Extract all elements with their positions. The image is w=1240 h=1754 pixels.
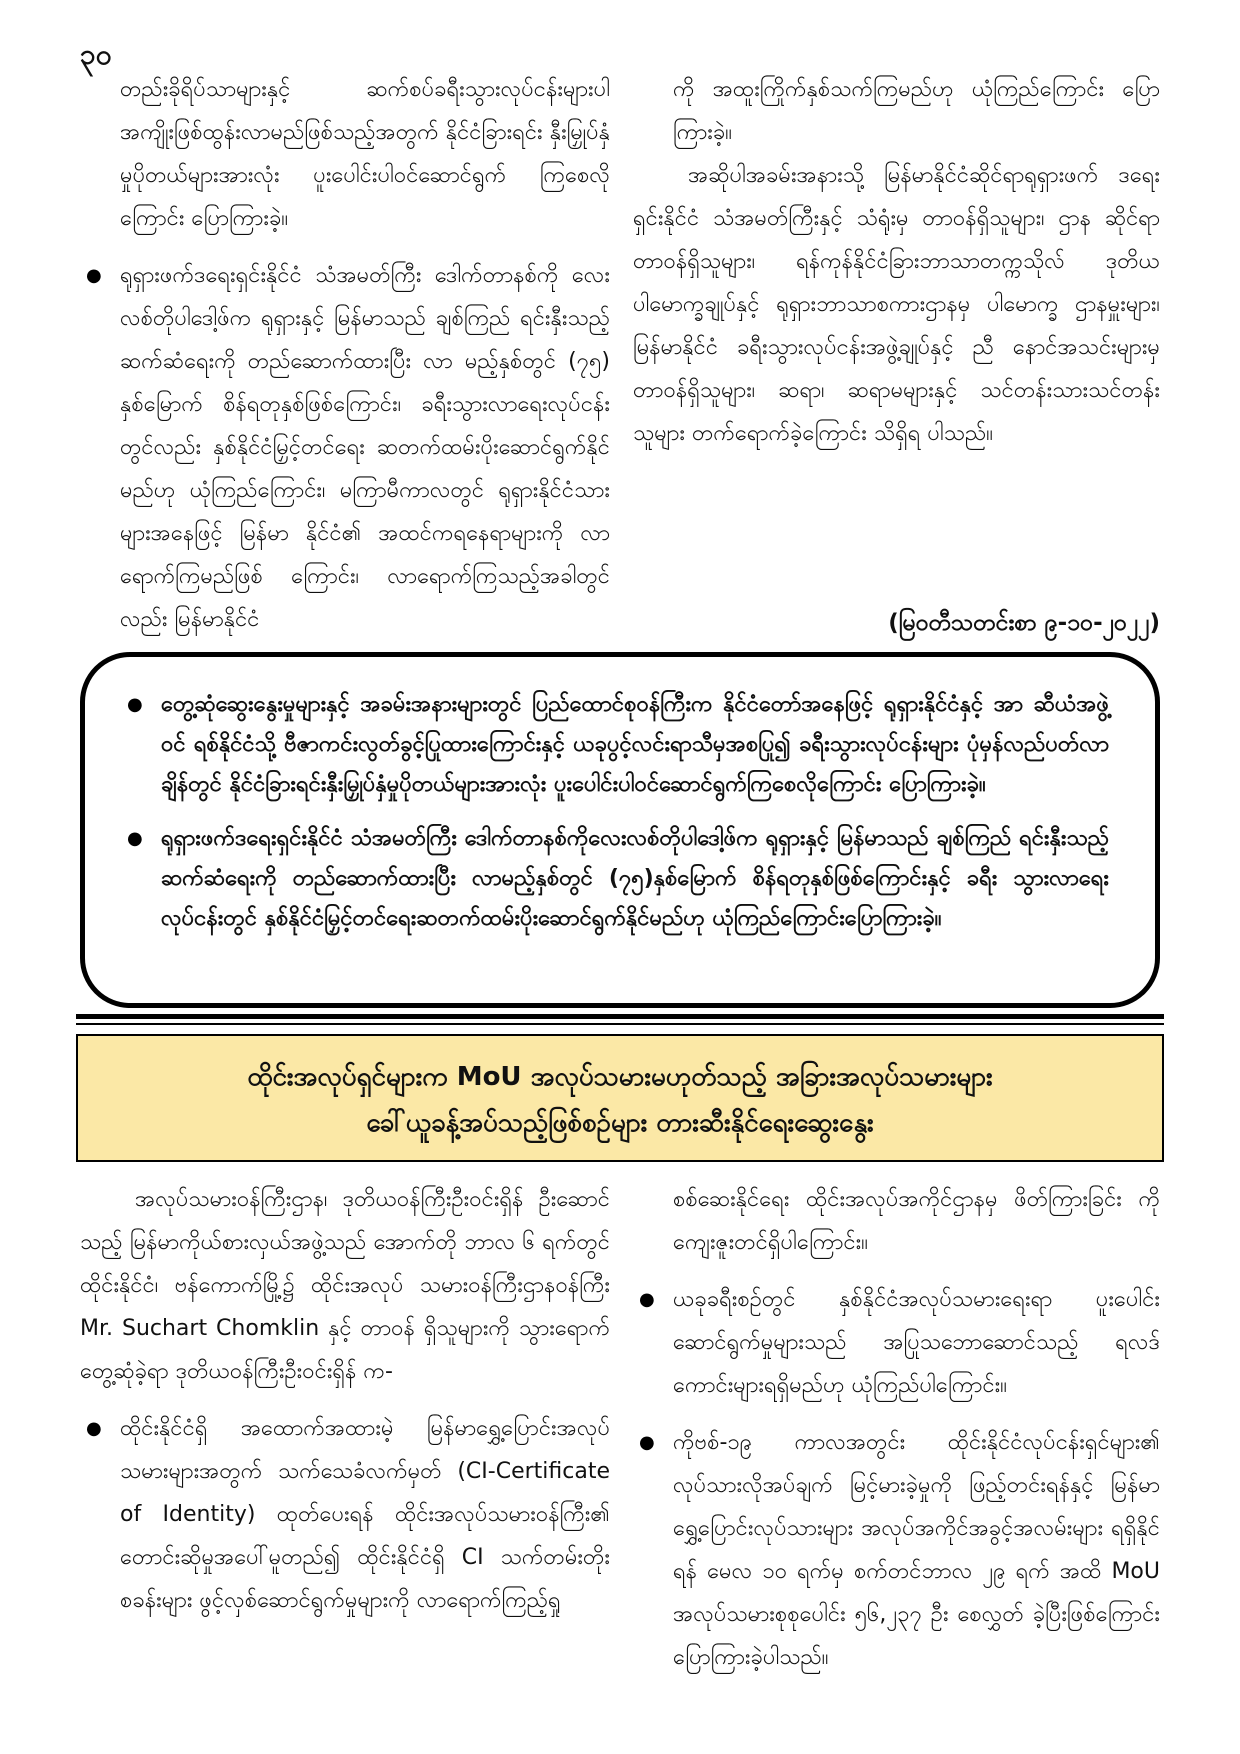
top-left-continuation-text: တည်းခိုရိပ်သာများနှင့် ဆက်စပ်ခရီးသွားလုပ်ငန်းများပါ အကျိုးဖြစ်ထွန်းလာမည်ဖြစ်သည့်အတွက် နိုင်ငံခြားရင်း နှီးမြှုပ်နှံမှုပိုတယ်များအားလုံး ပူးပေါင်းပါဝင်ဆောင်ရွက် ကြစေလိုကြောင်း ပြောကြားခဲ့။ xyxy=(120,77,610,231)
bottom-right-continuation-text: စစ်ဆေးနိုင်ရေး ထိုင်းအလုပ်အကိုင်ဌာနမှ ဖိတ်ကြားခြင်း ကို ကျေးဇူးတင်ရှိပါကြောင်း။ xyxy=(673,1187,1160,1255)
list-item: ● ရုရှားဖက်ဒရေးရှင်းနိုင်ငံ သံအမတ်ကြီး ဒေါက်တာနစ်ကိုလေးလစ်တိုပါဒေါ့ဖ်က ရုရှားနှင့် မြန်မာသည် ချစ်ကြည် ရင်းနှီးသည့်ဆက်ဆံရေးကို တည်ဆောက်ထားပြီး လာမည့်နှစ်တွင် (၇၅)နှစ်မြောက် စိန်ရတုနှစ်ဖြစ်ကြောင်းနှင့် ခရီး သွားလာရေးလုပ်ငန်းတွင် နှစ်နိုင်ငံမြှင့်တင်ရေးဆတက်ထမ်းပိုးဆောင်ရွက်နိုင်မည်ဟု ယုံကြည်ကြောင်းပြောကြားခဲ့။ xyxy=(121,819,1109,939)
page-number: ၃၀ xyxy=(80,38,112,71)
headline-line-1: ထိုင်းအလုပ်ရှင်များက MoU အလုပ်သမားမဟုတ်သည့် အခြားအလုပ်သမားများ xyxy=(247,1062,993,1092)
headline-line-2: ခေါ်ယူခန့်အပ်သည့်ဖြစ်စဉ်များ တားဆီးနိုင်ရေးဆွေးနွေး xyxy=(366,1108,874,1138)
top-right-continuation-text: ကို အထူးကြိုက်နှစ်သက်ကြမည်ဟု ယုံကြည်ကြောင်း ပြောကြားခဲ့။ xyxy=(673,77,1160,145)
top-left-column xyxy=(80,68,610,641)
bottom-left-column xyxy=(80,1178,610,1622)
list-item: ● ကိုဗစ်-၁၉ ကာလအတွင်း ထိုင်းနိုင်ငံလုပ်ငန်းရှင်များ၏ လုပ်သားလိုအပ်ချက် မြင့်မားခဲ့မှုကို ဖြည့်တင်းရန်နှင့် မြန်မာ ရွှေ့ပြောင်းလုပ်သားများ အလုပ်အကိုင်အခွင့်အလမ်းများ ရရှိနိုင်ရန် မေလ ၁၀ ရက်မှ စက်တင်ဘာလ ၂၉ ရက် အထိ MoU အလုပ်သမားစုစုပေါင်း ၅၆,၂၃၇ ဦး စေလွှတ် ခဲ့ပြီးဖြစ်ကြောင်း ပြောကြားခဲ့ပါသည်။ xyxy=(633,1421,1160,1679)
article-headline-box xyxy=(76,1034,1164,1162)
list-item: ● ထိုင်းနိုင်ငံရှိ အထောက်အထားမဲ့ မြန်မာရွှေ့ပြောင်းအလုပ် သမားများအတွက် သက်သေခံလက်မှတ် (CI-Certificate of Identity) ထုတ်ပေးရန် ထိုင်းအလုပ်သမားဝန်ကြီး၏ တောင်းဆိုမှုအပေါ်မူတည်၍ ထိုင်းနိုင်ငံရှိ CI သက်တမ်းတိုး စခန်းများ ဖွင့်လှစ်ဆောင်ရွက်မှုများကို လာရောက်ကြည့်ရှု xyxy=(80,1407,610,1622)
top-right-paragraph: အဆိုပါအခမ်းအနားသို့ မြန်မာနိုင်ငံဆိုင်ရာရုရှားဖက် ဒရေးရှင်းနိုင်ငံ သံအမတ်ကြီးနှင့် သံရုံးမှ တာဝန်ရှိသူများ၊ ဌာန ဆိုင်ရာတာဝန်ရှိသူများ၊ ရန်ကုန်နိုင်ငံခြားဘာသာတက္ကသိုလ် ဒုတိယပါမောက္ခချုပ်နှင့် ရုရှားဘာသာစကားဌာနမှ ပါမောက္ခ ဌာနမှူးများ၊ မြန်မာနိုင်ငံ ခရီးသွားလုပ်ငန်းအဖွဲ့ချုပ်နှင့် ညီ နောင်အသင်းများမှ တာဝန်ရှိသူများ၊ ဆရာ၊ ဆရာမများနှင့် သင်တန်းသားသင်တန်းသူများ တက်ရောက်ခဲ့ကြောင်း သိရှိရ ပါသည်။ xyxy=(633,163,1160,446)
list-item: ● ယခုခရီးစဉ်တွင် နှစ်နိုင်ငံအလုပ်သမားရေးရာ ပူးပေါင်း ဆောင်ရွက်မှုများသည် အပြုသဘောဆောင်သည့် ရလဒ် ကောင်းများရရှိမည်ဟု ယုံကြည်ပါကြောင်း။ xyxy=(633,1278,1160,1407)
bottom-left-bullet-list xyxy=(80,1407,610,1622)
section-divider-thick xyxy=(76,1014,1164,1019)
news-source-citation: (မြဝတီသတင်းစာ ၉-၁၀-၂၀၂၂) xyxy=(888,610,1160,636)
summary-bullet-list xyxy=(121,685,1109,939)
top-right-column xyxy=(633,68,1160,455)
bottom-right-bullet-list xyxy=(633,1278,1160,1679)
list-item: ● ရုရှားဖက်ဒရေးရှင်းနိုင်ငံ သံအမတ်ကြီး ဒေါက်တာနစ်ကို လေးလစ်တိုပါဒေါ့ဖ်က ရုရှားနှင့် မြန်မာသည် ချစ်ကြည် ရင်းနှီးသည့်ဆက်ဆံရေးကို တည်ဆောက်ထားပြီး လာ မည့်နှစ်တွင် (၇၅) နှစ်မြောက် စိန်ရတုနှစ်ဖြစ်ကြောင်း၊ ခရီးသွားလာရေးလုပ်ငန်းတွင်လည်း နှစ်နိုင်ငံမြှင့်တင်ရေး ဆတက်ထမ်းပိုးဆောင်ရွက်နိုင်မည်ဟု ယုံကြည်ကြောင်း၊ မကြာမီကာလတွင် ရုရှားနိုင်ငံသားများအနေဖြင့် မြန်မာ နိုင်ငံ၏ အထင်ကရနေရာများကို လာရောက်ကြမည်ဖြစ် ကြောင်း၊ လာရောက်ကြသည့်အခါတွင်လည်း မြန်မာနိုင်ငံ xyxy=(80,254,610,641)
bottom-right-column xyxy=(633,1178,1160,1679)
section-divider-thin xyxy=(76,1023,1164,1025)
summary-box xyxy=(80,652,1160,1008)
list-item: ● တွေ့ဆုံဆွေးနွေးမှုများနှင့် အခမ်းအနားများတွင် ပြည်ထောင်စုဝန်ကြီးက နိုင်ငံတော်အနေဖြင့် ရုရှားနိုင်ငံနှင့် အာ ဆီယံအဖွဲ့ဝင် ရစ်နိုင်ငံသို့ ဗီဇာကင်းလွတ်ခွင့်ပြုထားကြောင်းနှင့် ယခုပွင့်လင်းရာသီမှအစပြု၍ ခရီးသွားလုပ်ငန်းများ ပုံမှန်လည်ပတ်လာချိန်တွင် နိုင်ငံခြားရင်းနှီးမြှုပ်နှံမှုပိုတယ်များအားလုံး ပူးပေါင်းပါဝင်ဆောင်ရွက်ကြစေလိုကြောင်း ပြောကြားခဲ့။ xyxy=(121,685,1109,805)
bottom-left-paragraph: အလုပ်သမားဝန်ကြီးဌာန၊ ဒုတိယဝန်ကြီးဦးဝင်းရှိန် ဦးဆောင်သည့် မြန်မာကိုယ်စားလှယ်အဖွဲ့သည် အောက်တို ဘာလ ၆ ရက်တွင် ထိုင်းနိုင်ငံ၊ ဗန်ကောက်မြို့၌ ထိုင်းအလုပ် သမားဝန်ကြီးဌာနဝန်ကြီး Mr. Suchart Chomklin နှင့် တာဝန် ရှိသူများကို သွားရောက်တွေ့ဆုံခဲ့ရာ ဒုတိယဝန်ကြီးဦးဝင်းရှိန် က- xyxy=(80,1187,610,1384)
top-left-bullet-list xyxy=(80,254,610,641)
